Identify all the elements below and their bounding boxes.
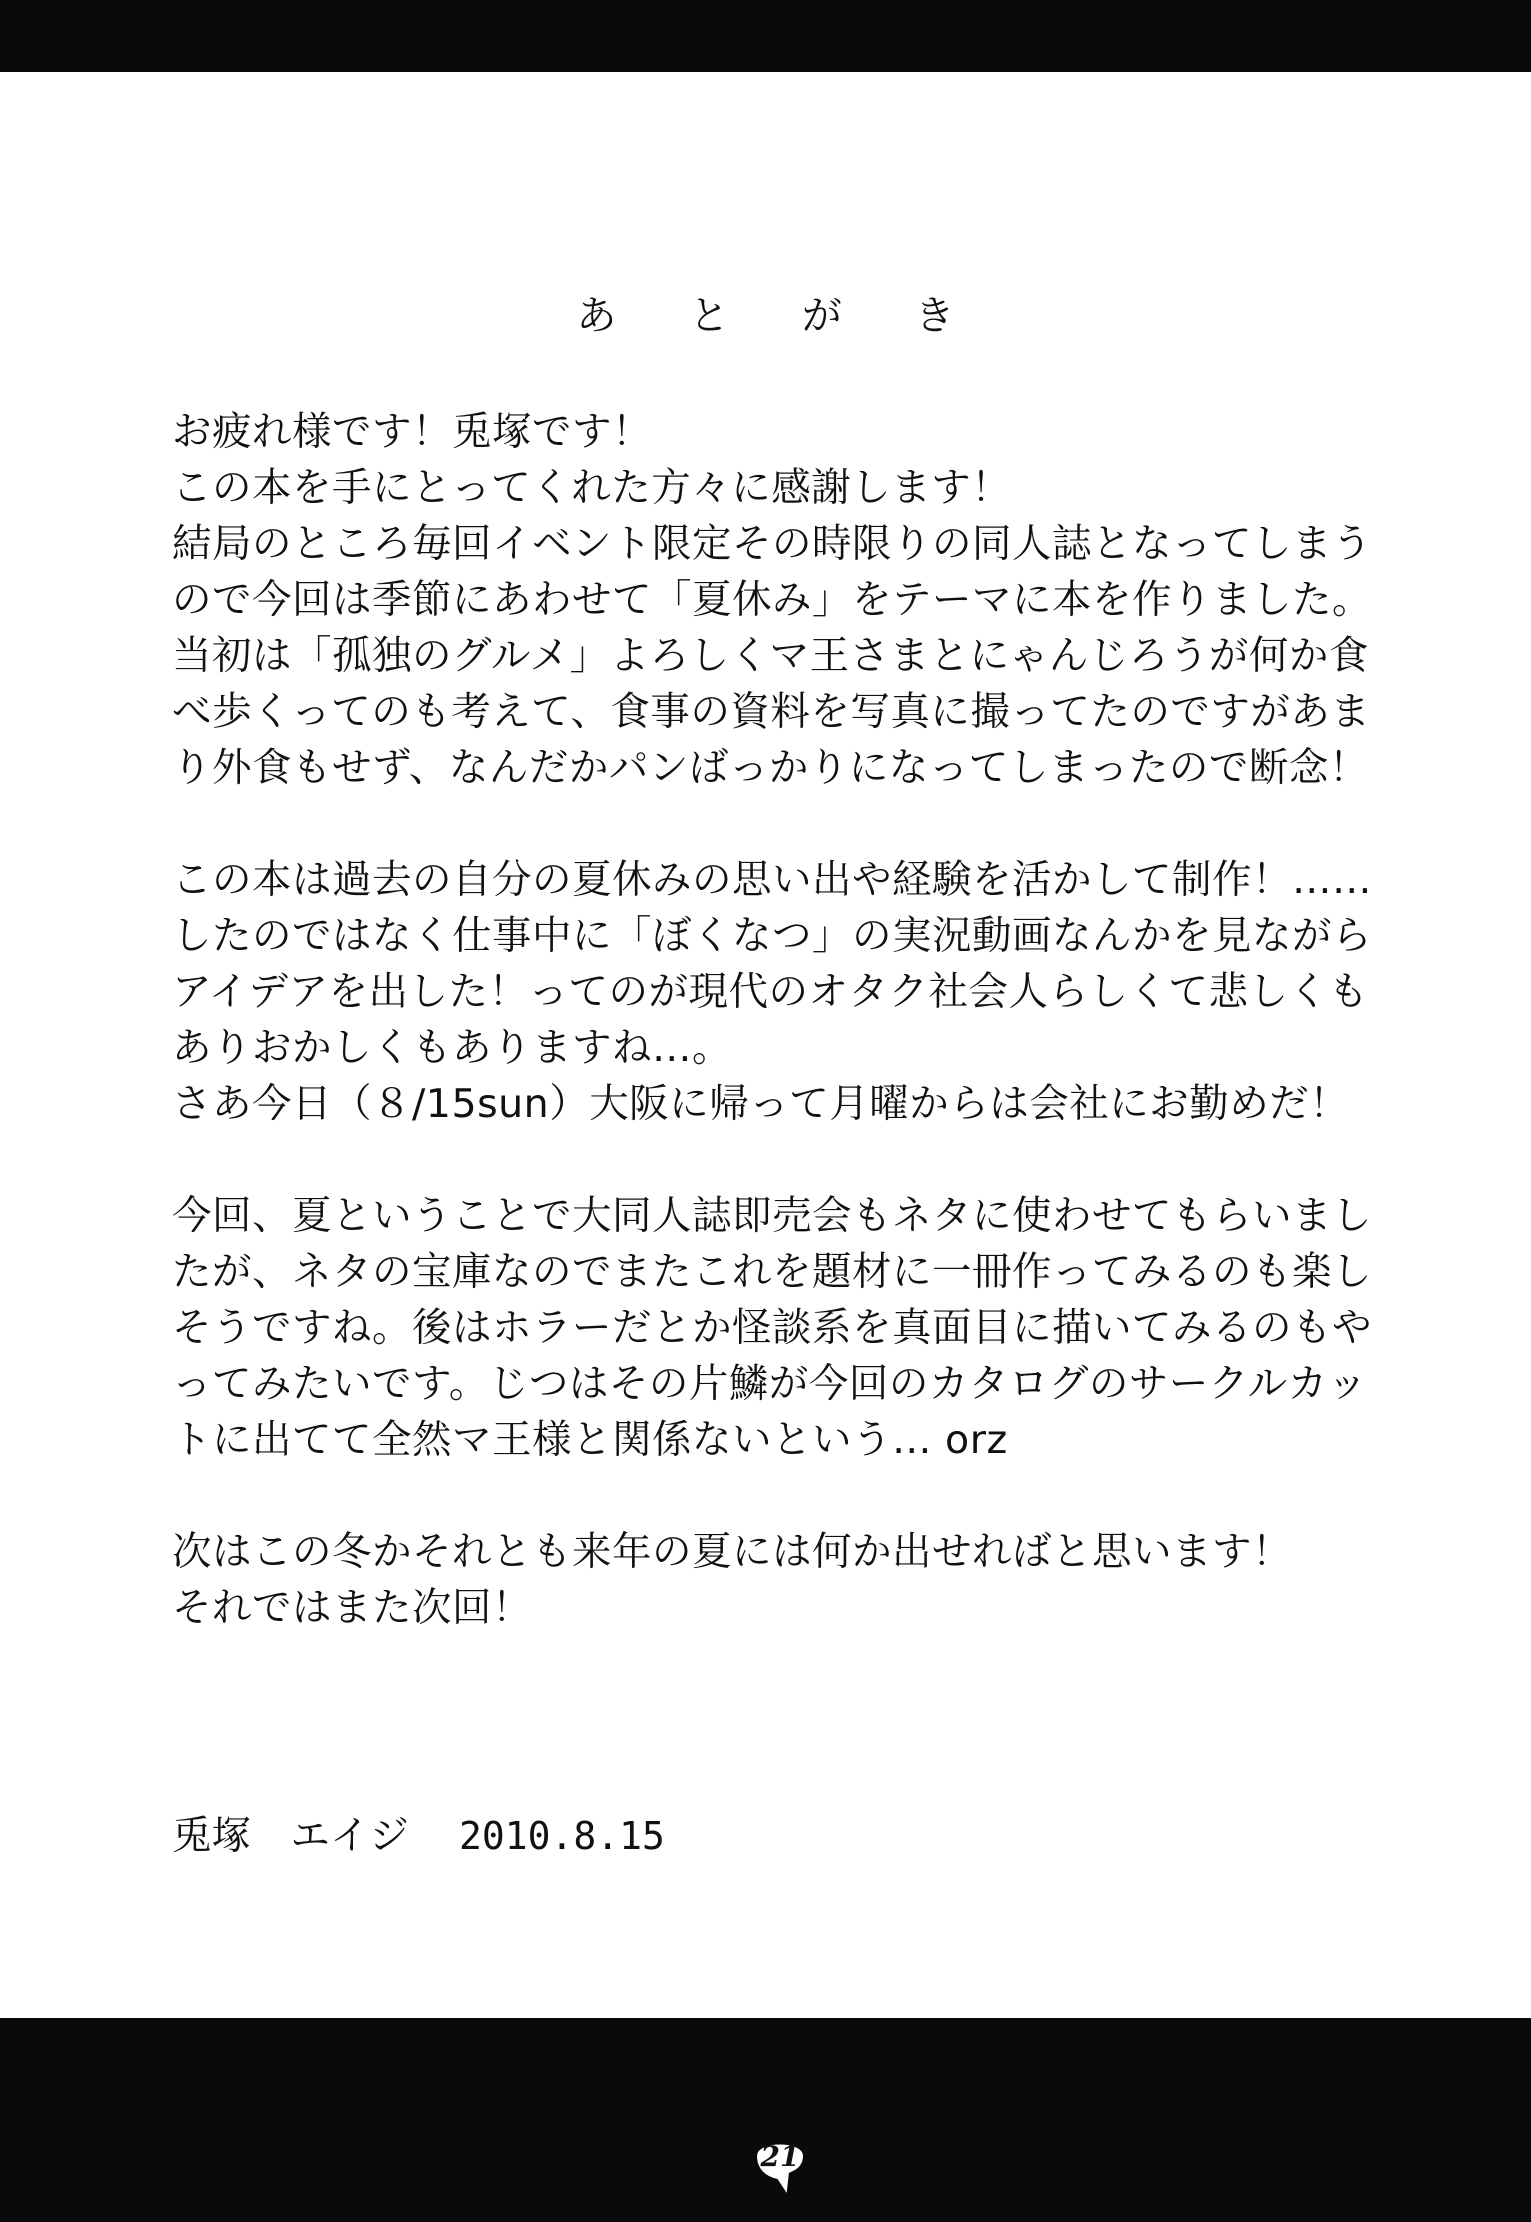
text-line: お疲れ様です！兎塚です！ bbox=[172, 409, 652, 455]
text-line: この本を手にとってくれた方々に感謝します！ bbox=[172, 465, 1012, 511]
text-line: それではまた次回！ bbox=[172, 1585, 532, 1631]
page-number: 21 bbox=[760, 2140, 800, 2173]
paragraph-3 bbox=[172, 1188, 1392, 1468]
top-black-bar bbox=[0, 0, 1531, 72]
text-line: ありおかしくもありますね…。 bbox=[172, 1025, 732, 1071]
text-line: べ歩くってのも考えて、食事の資料を写真に撮ってたのですがあま bbox=[172, 689, 1371, 735]
text-line: そうですね。後はホラーだとか怪談系を真面目に描いてみるのもや bbox=[172, 1305, 1372, 1351]
text-line: 今回、夏ということで大同人誌即売会もネタに使わせてもらいまし bbox=[172, 1193, 1372, 1239]
afterword-body bbox=[172, 404, 1392, 1692]
text-line: 当初は「孤独のグルメ」よろしくマ王さまとにゃんじろうが何か食 bbox=[172, 633, 1369, 679]
page-title: あ と が き bbox=[576, 293, 985, 339]
paragraph-4 bbox=[172, 1524, 1392, 1636]
signature-date: 2010.8.15 bbox=[459, 1814, 665, 1858]
text-line: したのではなく仕事中に「ぼくなつ」の実況動画なんかを見ながら bbox=[172, 913, 1372, 959]
text-line: ってみたいです。じつはその片鱗が今回のカタログのサークルカッ bbox=[172, 1361, 1368, 1407]
text-line: たが、ネタの宝庫なのでまたこれを題材に一冊作ってみるのも楽し bbox=[172, 1249, 1372, 1295]
paragraph-1 bbox=[172, 404, 1392, 796]
text-line: り外食もせず、なんだかパンばっかりになってしまったので断念！ bbox=[172, 745, 1369, 791]
page-number-badge bbox=[748, 2132, 812, 2196]
text-line: 次はこの冬かそれとも来年の夏には何か出せればと思います！ bbox=[172, 1529, 1292, 1575]
text-line: アイデアを出した！ってのが現代のオタク社会人らしくて悲しくも bbox=[172, 969, 1369, 1015]
text-line: さあ今日（８/15sun）大阪に帰って月曜からは会社にお勤めだ！ bbox=[172, 1081, 1350, 1127]
signature bbox=[172, 1808, 665, 1864]
text-line: 結局のところ毎回イベント限定その時限りの同人誌となってしまう bbox=[172, 521, 1372, 567]
text-line: ので今回は季節にあわせて「夏休み」をテーマに本を作りました。 bbox=[172, 577, 1372, 623]
paragraph-2 bbox=[172, 852, 1392, 1132]
text-line: トに出てて全然マ王様と関係ないという… orz bbox=[172, 1417, 1008, 1463]
text-line: この本は過去の自分の夏休みの思い出や経験を活かして制作！…… bbox=[172, 857, 1372, 903]
signature-author: 兎塚 エイジ bbox=[172, 1813, 409, 1859]
